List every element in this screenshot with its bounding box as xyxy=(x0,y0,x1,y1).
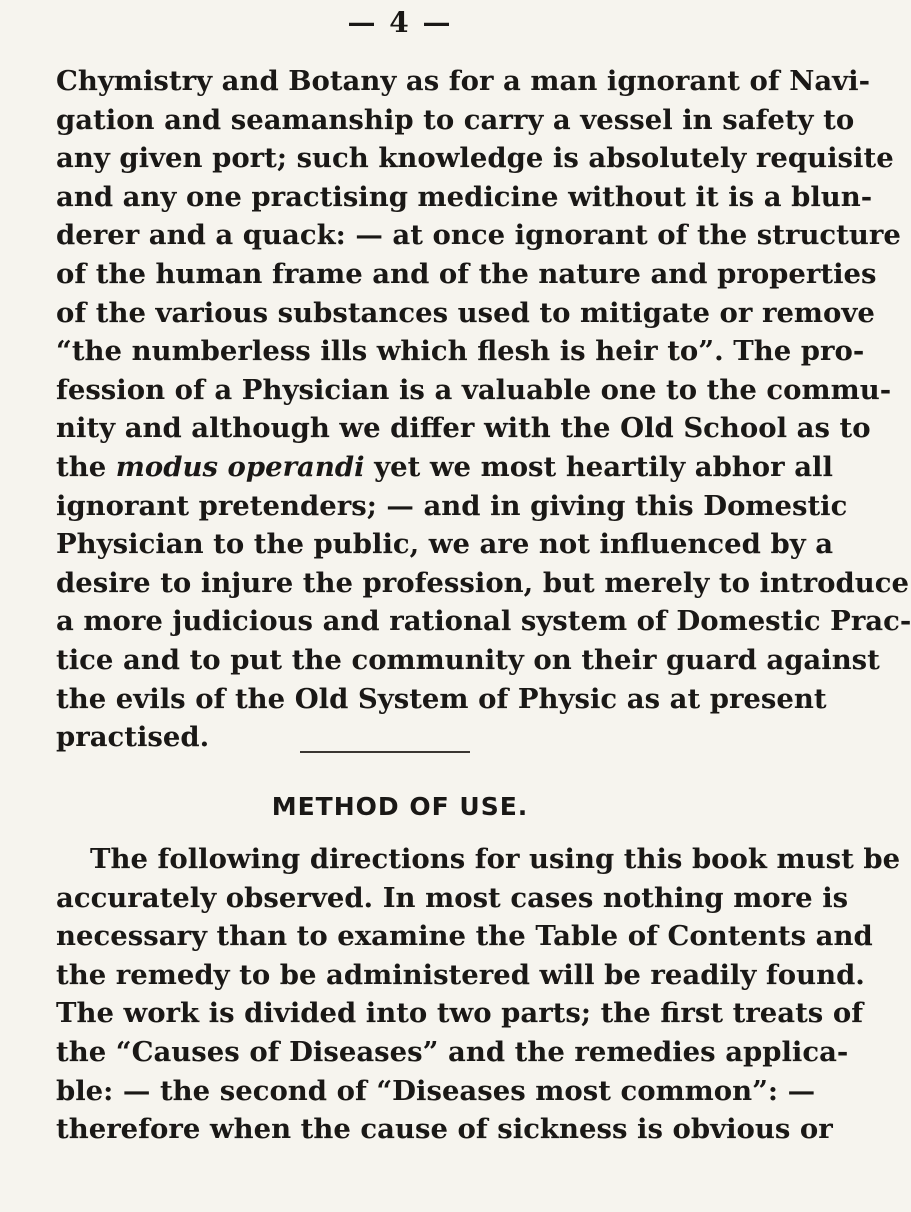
text-line: and any one practising medicine without it is a blun- xyxy=(56,180,873,213)
text-line: a more judicious and rational system of Domestic Prac- xyxy=(56,605,911,638)
text-line: the evils of the Old System of Physic as at present xyxy=(56,682,827,715)
text-line: ignorant pretenders; — and in giving this Domestic xyxy=(56,489,848,522)
text-line: the remedy to be administered will be readily found. xyxy=(56,958,865,991)
text-run: the xyxy=(56,450,116,483)
text-line: gation and seamanship to carry a vessel in safety to xyxy=(56,103,855,136)
text-line: nity and although we differ with the Old School as to xyxy=(56,412,871,445)
text-run: yet we most heartily abhor all xyxy=(364,450,833,483)
text-line: of the human frame and of the nature and properties xyxy=(56,257,877,290)
text-line: fession of a Physician is a valuable one to the commu- xyxy=(56,373,892,406)
text-line: desire to injure the profession, but merely to introduce xyxy=(56,566,909,599)
text-line: practised. xyxy=(56,721,210,754)
text-line: The work is divided into two parts; the first treats of xyxy=(56,997,864,1030)
section-heading: METHOD OF USE. xyxy=(271,792,529,821)
section-divider xyxy=(300,751,470,753)
text-line: the “Causes of Diseases” and the remedies applica- xyxy=(56,1035,849,1068)
text-line: any given port; such knowledge is absolutely requisite xyxy=(56,142,894,175)
text-line: Chymistry and Botany as for a man ignorant of Navi- xyxy=(56,65,871,97)
text-line: “the numberless ills which flesh is heir to”. The pro- xyxy=(56,335,865,368)
text-line: necessary than to examine the Table of Contents and xyxy=(56,920,873,953)
italic-phrase: modus operandi xyxy=(115,450,365,483)
text-line: therefore when the cause of sickness is obvious or xyxy=(56,1113,833,1146)
paragraph-method-of-use xyxy=(56,840,901,1149)
text-line: derer and a quack: — at once ignorant of the structure xyxy=(56,219,901,252)
text-line: Physician to the public, we are not influenced by a xyxy=(56,528,834,561)
text-line: The following directions for using this book must be xyxy=(90,843,901,875)
text-line: ble: — the second of “Diseases most common”: — xyxy=(56,1074,816,1107)
text-line: accurately observed. In most cases nothing more is xyxy=(56,881,849,914)
paragraph-physician xyxy=(56,62,911,757)
text-line-modus-operandi xyxy=(56,448,833,487)
text-line: of the various substances used to mitigate or remove xyxy=(56,296,875,329)
text-line: tice and to put the community on their guard against xyxy=(56,643,880,676)
page-number: — 4 — xyxy=(347,6,453,39)
